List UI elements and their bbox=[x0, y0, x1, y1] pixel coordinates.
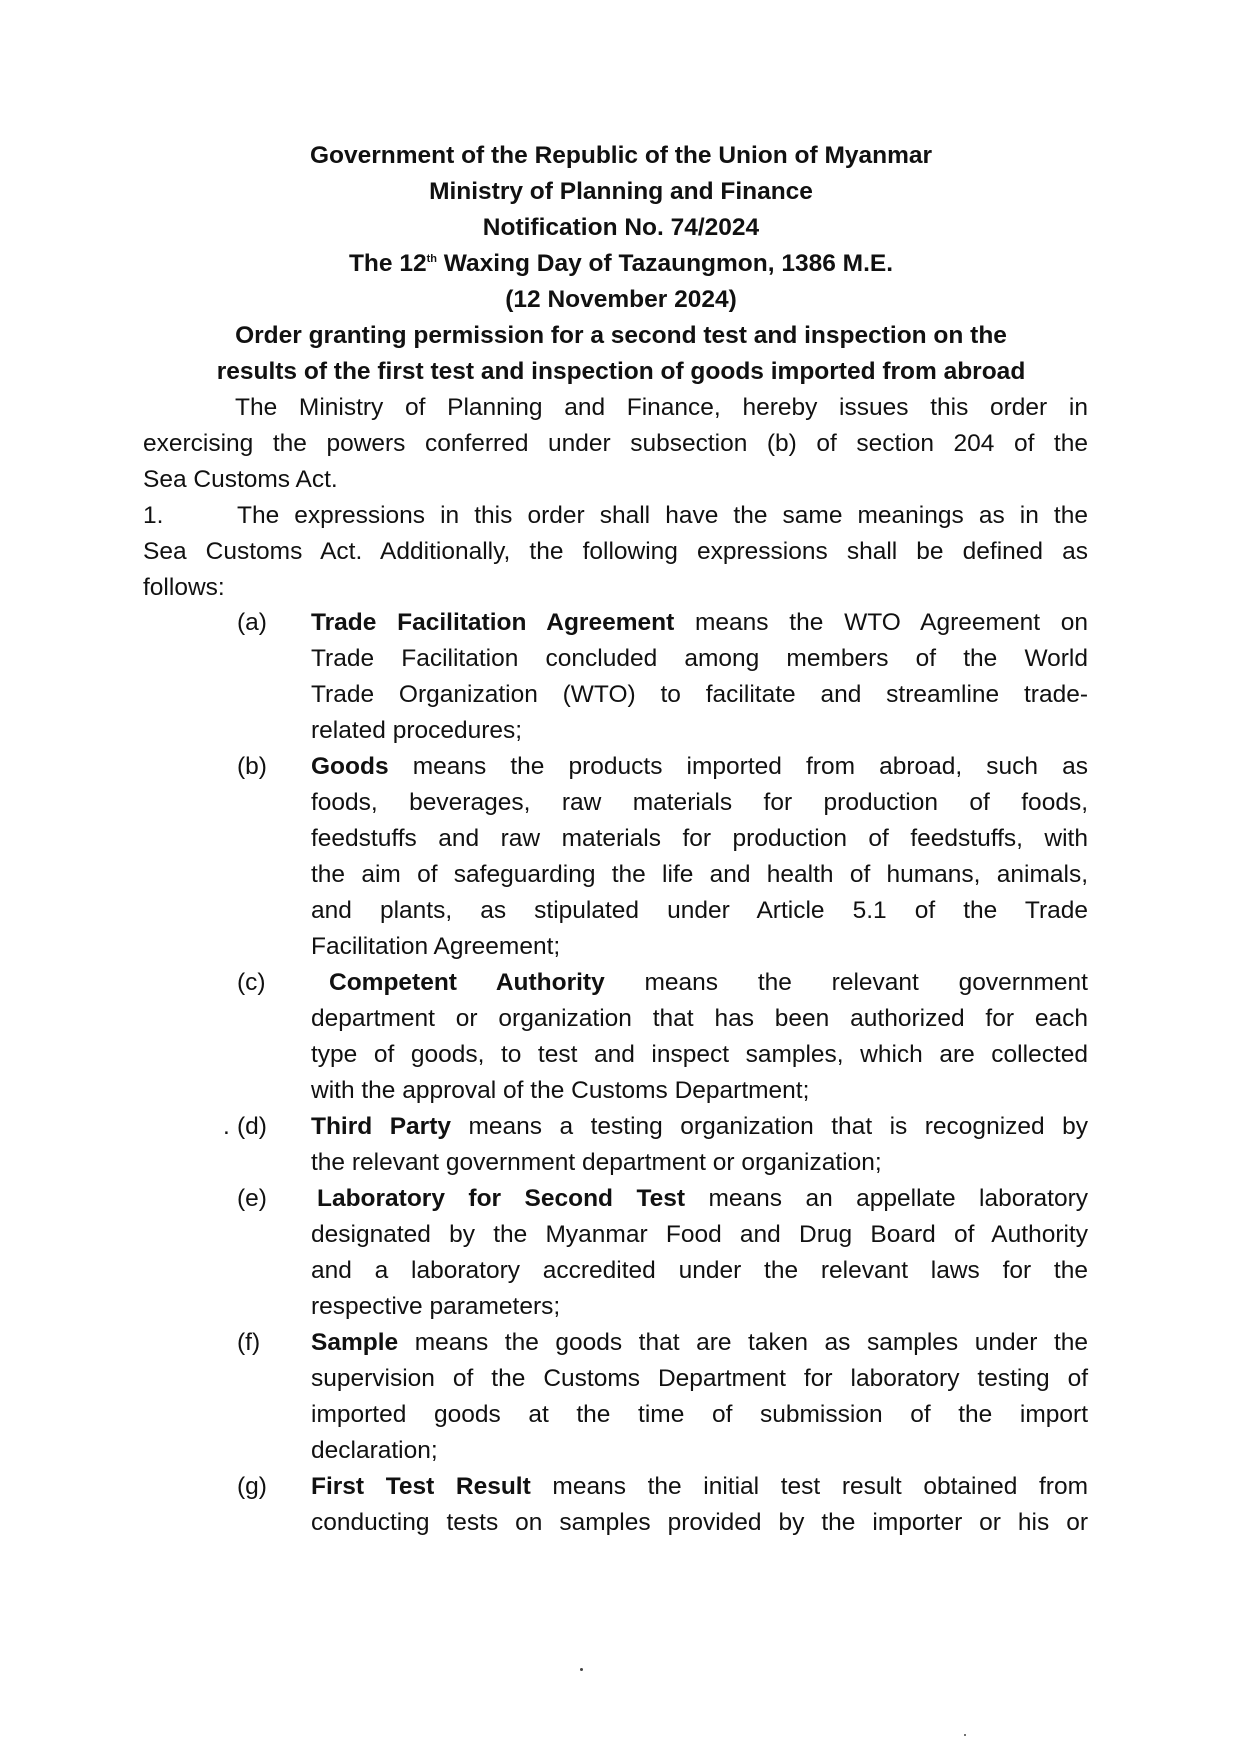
definition-c bbox=[237, 965, 1088, 1109]
ministry-title: Ministry of Planning and Finance bbox=[429, 178, 813, 205]
government-title: Government of the Republic of the Union of Myanmar bbox=[309, 142, 933, 169]
definition-line: declaration; bbox=[311, 1437, 438, 1464]
definition-label: (a) bbox=[237, 609, 267, 636]
definition-term: Competent Authority bbox=[329, 969, 605, 996]
preamble bbox=[143, 390, 1088, 498]
document-header bbox=[150, 138, 1092, 390]
order-title-line-2: results of the first test and inspection of goods imported from abroad bbox=[216, 358, 1026, 385]
definition-line: type of goods, to test and inspect samples, which are collected bbox=[311, 1041, 1088, 1068]
stray-dot: . bbox=[223, 1113, 230, 1140]
clause-number: 1. bbox=[143, 502, 164, 529]
gregorian-date: (12 November 2024) bbox=[505, 286, 737, 313]
definition-d bbox=[223, 1109, 1088, 1181]
definition-label: (f) bbox=[237, 1329, 261, 1356]
definition-b bbox=[237, 749, 1088, 965]
definitions-list bbox=[223, 605, 1089, 1541]
scan-speck bbox=[580, 1668, 583, 1671]
preamble-line: exercising the powers conferred under subsection (b) of section 204 of the bbox=[143, 430, 1088, 457]
definition-term: Trade Facilitation Agreement bbox=[311, 609, 675, 636]
order-title-line-1: Order granting permission for a second test and inspection on the bbox=[235, 322, 1007, 349]
definition-line: department or organization that has been authorized for each bbox=[311, 1005, 1088, 1032]
definition-label: (d) bbox=[237, 1113, 267, 1140]
definition-line: with the approval of the Customs Department; bbox=[311, 1077, 810, 1104]
myanmar-date: The 12th Waxing Day of Tazaungmon, 1386 M.E. bbox=[348, 250, 894, 277]
clause-1-line: 1. The expressions in this order shall have the same meanings as in the bbox=[143, 498, 1088, 534]
definition-line: Trade Facilitation concluded among members of the World bbox=[311, 645, 1088, 672]
definition-line: designated by the Myanmar Food and Drug Board of Authority bbox=[311, 1221, 1088, 1248]
definition-line: related procedures; bbox=[311, 717, 523, 744]
definition-a bbox=[237, 605, 1088, 749]
definition-line: foods, beverages, raw materials for production of foods, bbox=[311, 789, 1088, 816]
clause-1-line: follows: bbox=[143, 574, 225, 601]
definition-line: Facilitation Agreement; bbox=[311, 933, 561, 960]
definition-line: respective parameters; bbox=[311, 1293, 561, 1320]
definition-term: First Test Result bbox=[311, 1473, 531, 1500]
definition-f bbox=[237, 1325, 1088, 1469]
clause-1-line: Sea Customs Act. Additionally, the following expressions shall be defined as bbox=[143, 538, 1088, 565]
preamble-line: Sea Customs Act. bbox=[143, 466, 338, 493]
definition-line: Sample means the goods that are taken as samples under the bbox=[311, 1329, 1088, 1356]
definition-line: and a laboratory accredited under the relevant laws for the bbox=[311, 1257, 1088, 1284]
preamble-line: The Ministry of Planning and Finance, hereby issues this order in bbox=[235, 394, 1088, 421]
definition-label: (c) bbox=[237, 969, 266, 996]
definition-line: Goods means the products imported from abroad, such as bbox=[311, 753, 1088, 780]
definition-line: imported goods at the time of submission of the import bbox=[311, 1401, 1088, 1428]
scan-speck bbox=[964, 1734, 966, 1736]
definition-line: Trade Facilitation Agreement means the WTO Agreement on bbox=[311, 609, 1089, 636]
definition-line: Trade Organization (WTO) to facilitate and streamline trade- bbox=[311, 681, 1088, 708]
definition-line: supervision of the Customs Department for laboratory testing of bbox=[311, 1365, 1088, 1392]
definition-e bbox=[237, 1181, 1088, 1325]
definition-line: First Test Result means the initial test result obtained from bbox=[311, 1473, 1088, 1500]
notification-number: Notification No. 74/2024 bbox=[482, 214, 760, 241]
definition-line: Laboratory for Second Test means an appellate laboratory bbox=[317, 1185, 1088, 1212]
definition-g bbox=[237, 1469, 1088, 1541]
definition-label: (g) bbox=[237, 1473, 267, 1500]
definition-line: and plants, as stipulated under Article 5.1 of the Trade bbox=[311, 897, 1088, 924]
definition-line: the aim of safeguarding the life and health of humans, animals, bbox=[311, 861, 1088, 888]
definition-label: (e) bbox=[237, 1185, 267, 1212]
definition-line: the relevant government department or organization; bbox=[311, 1149, 882, 1176]
definition-term: Laboratory for Second Test bbox=[317, 1185, 686, 1212]
definition-label: (b) bbox=[237, 753, 267, 780]
definition-term: Sample bbox=[311, 1329, 399, 1356]
definition-line: feedstuffs and raw materials for production of feedstuffs, with bbox=[311, 825, 1088, 852]
definition-term: Goods bbox=[311, 753, 389, 780]
definition-line: Third Party means a testing organization that is recognized by bbox=[311, 1113, 1088, 1140]
clause-1 bbox=[143, 498, 1088, 606]
definition-term: Third Party bbox=[311, 1113, 452, 1140]
definition-line: Competent Authority means the relevant government bbox=[329, 969, 1088, 996]
definition-line: conducting tests on samples provided by the importer or his or bbox=[311, 1509, 1088, 1536]
